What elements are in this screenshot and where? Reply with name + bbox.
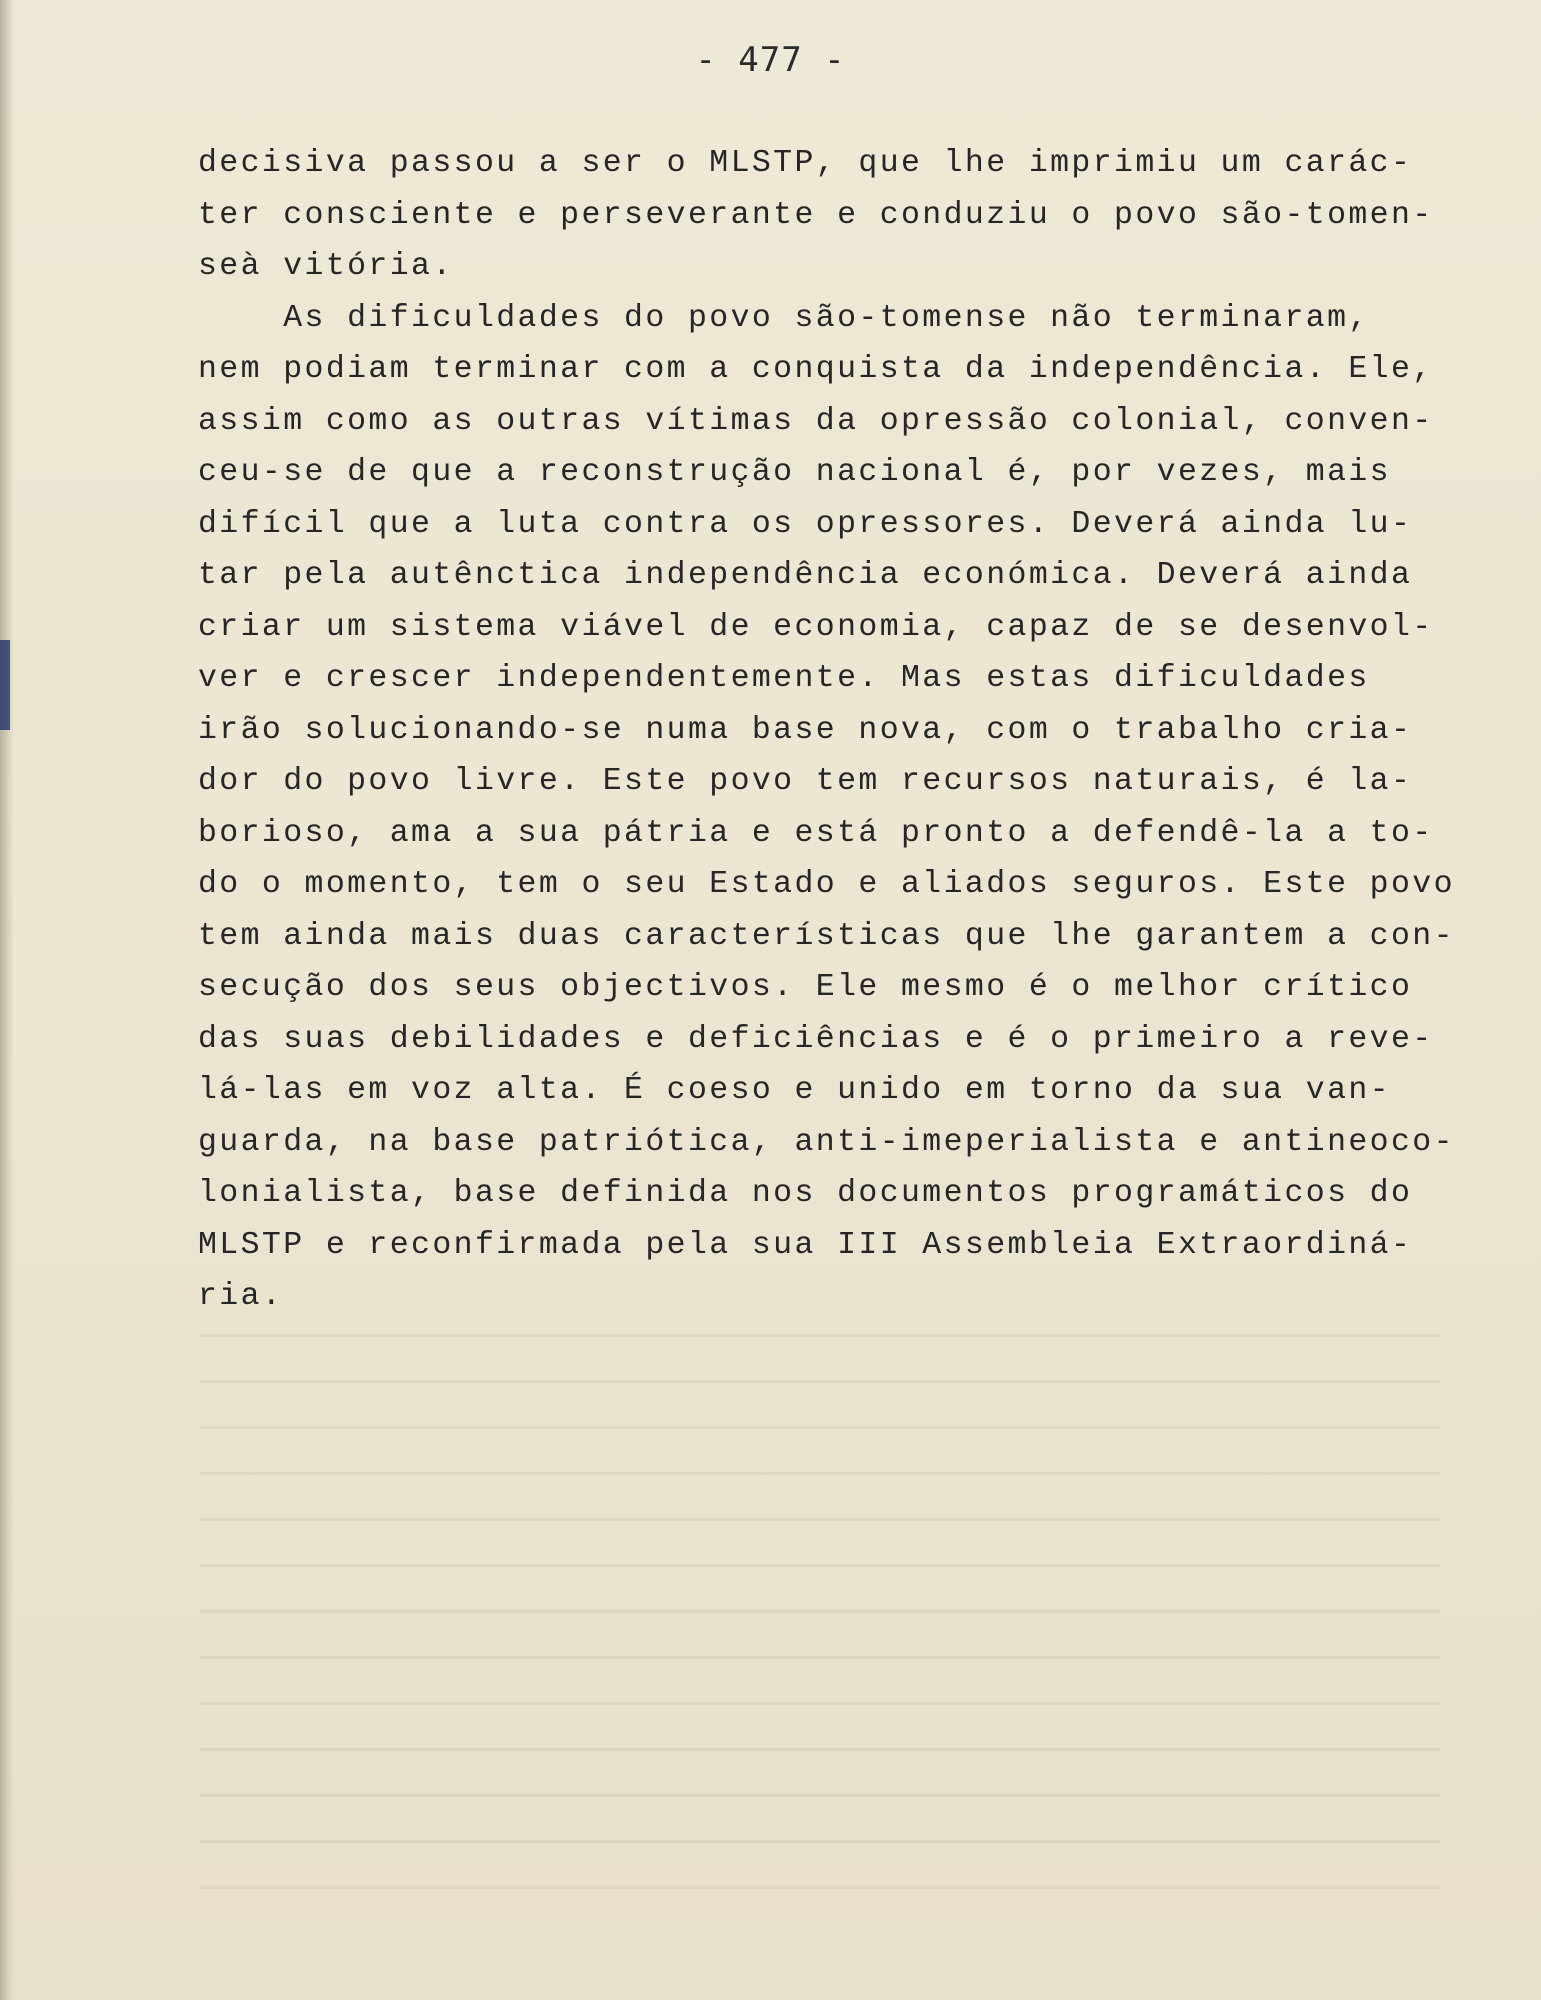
text-line: ceu-se de que a reconstrução nacional é, por vezes, mais	[198, 455, 1391, 490]
text-line: borioso, ama a sua pátria e está pronto a defendê-la a to-	[198, 815, 1434, 851]
text-line: irão solucionando-se numa base nova, com o trabalho cria-	[198, 712, 1413, 748]
text-line: As dificuldades do povo são-tomense não terminaram,	[198, 300, 1370, 336]
text-line: nem podiam terminar com a conquista da independência. Ele,	[198, 352, 1434, 387]
text-line: MLSTP e reconfirmada pela sua III Assembleia Extraordiná-	[198, 1227, 1413, 1263]
text-line: ver e crescer independentemente. Mas estas dificuldades	[198, 661, 1370, 696]
body-text	[198, 138, 1458, 1323]
text-line: dor do povo livre. Este povo tem recursos naturais, é la-	[198, 764, 1413, 799]
text-line: ria.	[198, 1279, 284, 1314]
text-line: difícil que a luta contra os opressores. Deverá ainda lu-	[198, 506, 1413, 542]
text-line: seà vitória.	[198, 249, 454, 284]
text-line: tar pela autênctica independência económica. Deverá ainda	[198, 558, 1413, 593]
binding-mark	[0, 640, 10, 730]
text-line: guarda, na base patriótica, anti-imeperialista e antineoco-	[198, 1124, 1455, 1160]
text-line: das suas debilidades e deficiências e é o primeiro a reve-	[198, 1021, 1434, 1057]
text-line: lá-las em voz alta. É coeso e unido em torno da sua van-	[198, 1073, 1391, 1108]
text-line: secução dos seus objectivos. Ele mesmo é o melhor crítico	[198, 970, 1413, 1005]
text-line: do o momento, tem o seu Estado e aliados seguros. Este povo	[198, 867, 1455, 902]
text-line: ter consciente e perseverante e conduziu o povo são-tomen-	[198, 197, 1434, 233]
page-number: - 477 -	[695, 40, 846, 80]
text-line: criar um sistema viável de economia, capaz de se desenvol-	[198, 609, 1434, 645]
text-line: assim como as outras vítimas da opressão colonial, conven-	[198, 403, 1434, 439]
text-line: tem ainda mais duas características que lhe garantem a con-	[198, 918, 1455, 954]
binding-edge	[0, 0, 14, 2000]
show-through-text	[200, 1300, 1440, 1900]
text-line: lonialista, base definida nos documentos programáticos do	[198, 1176, 1413, 1211]
text-line: decisiva passou a ser o MLSTP, que lhe imprimiu um carác-	[198, 146, 1413, 181]
